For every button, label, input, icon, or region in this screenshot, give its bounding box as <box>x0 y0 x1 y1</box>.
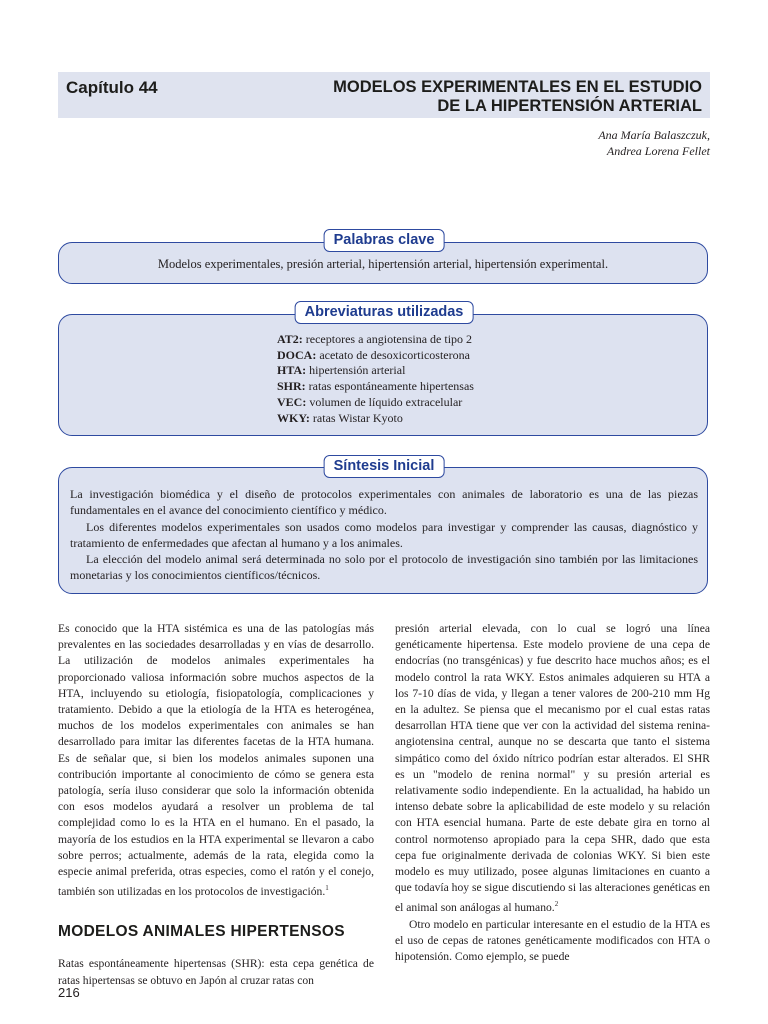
chapter-title-line-1: MODELOS EXPERIMENTALES EN EL ESTUDIO <box>333 78 702 96</box>
abbreviation-item: VEC: volumen de líquido extracelular <box>277 394 463 409</box>
abbreviation-item: SHR: ratas espontáneamente hipertensas <box>277 379 474 394</box>
author-1: Ana María Balaszczuk, <box>598 128 710 142</box>
chapter-number: Capítulo 44 <box>66 78 158 97</box>
footnote-ref: 2 <box>554 900 559 909</box>
right-column <box>395 621 710 965</box>
abbreviations-label: Abreviaturas utilizadas <box>295 301 474 324</box>
keywords-label: Palabras clave <box>324 229 445 252</box>
footnote-ref: 1 <box>325 884 329 893</box>
summary-label: Síntesis Inicial <box>324 455 445 478</box>
summary-paragraph-1: La investigación biomédica y el diseño de protocolos experimentales con animales de laboratorio es una de las piezas fundamentales en el avance del conocimiento científico y médico. <box>70 487 698 518</box>
abbreviations-list <box>277 332 474 426</box>
page-number: 216 <box>58 985 80 1000</box>
author-2: Andrea Lorena Fellet <box>606 144 710 158</box>
section-heading: MODELOS ANIMALES HIPERTENSOS <box>58 923 345 941</box>
summary-paragraph-3: La elección del modelo animal será determinada no solo por el protocolo de investigación sino también por las limitaciones monetarias y los conocimientos científicos/técnicos. <box>70 552 698 583</box>
left-column <box>58 621 374 989</box>
abbreviation-item: AT2: receptores a angiotensina de tipo 2 <box>277 332 473 346</box>
chapter-title <box>302 78 702 116</box>
abbreviation-item: DOCA: acetato de desoxicorticosterona <box>277 347 470 362</box>
abbreviation-item: HTA: hipertensión arterial <box>277 363 406 378</box>
summary-text <box>70 486 698 584</box>
authors <box>598 127 710 159</box>
mouse-models-paragraph: Otro modelo en particular interesante en el estudio de la HTA es el uso de cepas de ratones genéticamente modificados con HTA o hipotensión. Como ejemplo, se puede <box>395 917 710 963</box>
summary-paragraph-2: Los diferentes modelos experimentales son usados como modelos para investigar y comprender las causas, diagnóstico y tratamiento de enfermedades que afectan al humano y a los animales. <box>70 519 698 550</box>
shr-paragraph: Ratas espontáneamente hipertensas (SHR): esta cepa genética de ratas hipertensas se obtuvo en Japón al cruzar ratas con <box>58 957 374 987</box>
shr-paragraph-continued: presión arterial elevada, con lo cual se logró una línea genéticamente hipertensa. Este modelo proviene de una cepa de endocrías (no transgénicas) y fue descrito hace muchos años; es el modelo control la rata WKY. Estos animales adquieren su HTA a los 7-10 días de vida, y llegan a tener valores de 200-210 mm Hg en la adultez. Se piensa que el mecanismo por el cual estas ratas desarrollan HTA tiene que ver con la actividad del sistema renina-angiotensina central, aunque no se descarta que tanto el sistema simpático como del óxido nítrico podrían estar alterados. El SHR es un "modelo de renina normal" y su presión arterial es relativamente sodio independiente. En la actualidad, ha habido un intenso debate sobre la aplicabilidad de este modelo y su relación con HTA esencial humana. Parte de este debate gira en torno al control normotenso apropiado para la cepa SHR, dado que esta cepa fue originalmente derivada de colonias WKY. Si bien este modelo es muy utilizado, posee algunas limitaciones en cuanto a que todavía hoy se sigue discutiendo si las alteraciones genéticas en el animal son análogas al humano.$^2$ <box>395 622 710 915</box>
chapter-title-line-2: DE LA HIPERTENSIÓN ARTERIAL <box>437 97 702 115</box>
intro-paragraph: Es conocido que la HTA sistémica es una de las patologías más prevalentes en las sociedades desarrolladas y en vías de desarrollo. La utilización de modelos animales experimentales ha proporcionado valiosa información sobre muchos aspectos de la HTA, incluyendo su etiología, fisiopatología, complicaciones y tratamiento. Debido a que la etiología de la HTA es heterogénea, muchos de los modelos experimentales con animales se han desarrollado para imitar las diferentes facetas de la HTA humana. Es de señalar que, si bien los modelos animales suponen una contribución importante al conocimiento de cómo se genera esta patología, sería iluso considerar que solo la información obtenida con esos modelos ayudará a resolver un problema de tal complejidad como lo es la HTA en el humano. En el pasado, la mayoría de los estudios en la HTA experimental se llevaron a cabo sobre perros; actualmente, además de la rata, elegida como la especie animal preferida, otras especies, como el ratón y el conejo, también son utilizadas en los protocolos de investigación.$^1$ <box>58 622 374 899</box>
keywords-text: Modelos experimentales, presión arterial, hipertensión arterial, hipertensión experimental. <box>157 257 609 271</box>
abbreviation-item: WKY: ratas Wistar Kyoto <box>277 410 403 425</box>
